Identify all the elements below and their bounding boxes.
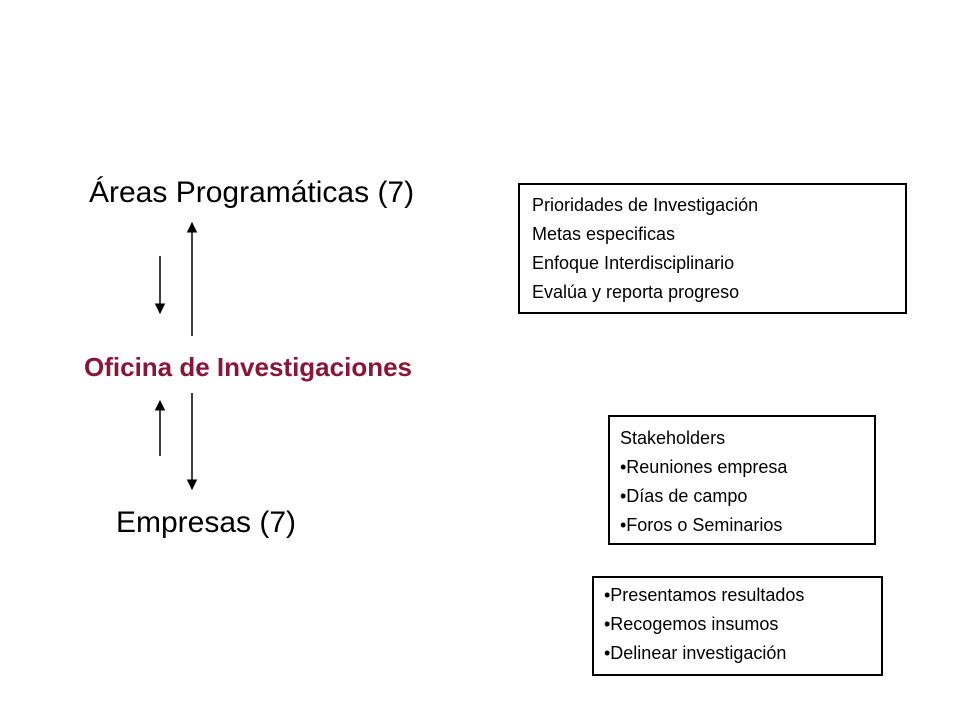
- box-line: •Recogemos insumos: [604, 614, 779, 634]
- stakeholders-box: [608, 415, 876, 545]
- box-line: •Delinear investigación: [604, 643, 787, 663]
- node-areas-programaticas: Áreas Programáticas (7): [89, 176, 415, 209]
- box-line: •Presentamos resultados: [604, 585, 805, 605]
- box-line: •Foros o Seminarios: [620, 515, 783, 535]
- box-line: Metas especificas: [532, 224, 676, 244]
- box-line: •Días de campo: [620, 486, 748, 506]
- box-line: •Reuniones empresa: [620, 457, 788, 477]
- box-line: Prioridades de Investigación: [532, 195, 759, 215]
- box-line: Stakeholders: [620, 428, 726, 448]
- box-line: Enfoque Interdisciplinario: [532, 253, 735, 273]
- node-empresas: Empresas (7): [116, 506, 297, 539]
- node-oficina-investigaciones: Oficina de Investigaciones: [84, 352, 412, 382]
- acciones-box: [592, 576, 883, 676]
- box-line: Evalúa y reporta progreso: [532, 282, 740, 302]
- prioridades-box: [518, 183, 907, 314]
